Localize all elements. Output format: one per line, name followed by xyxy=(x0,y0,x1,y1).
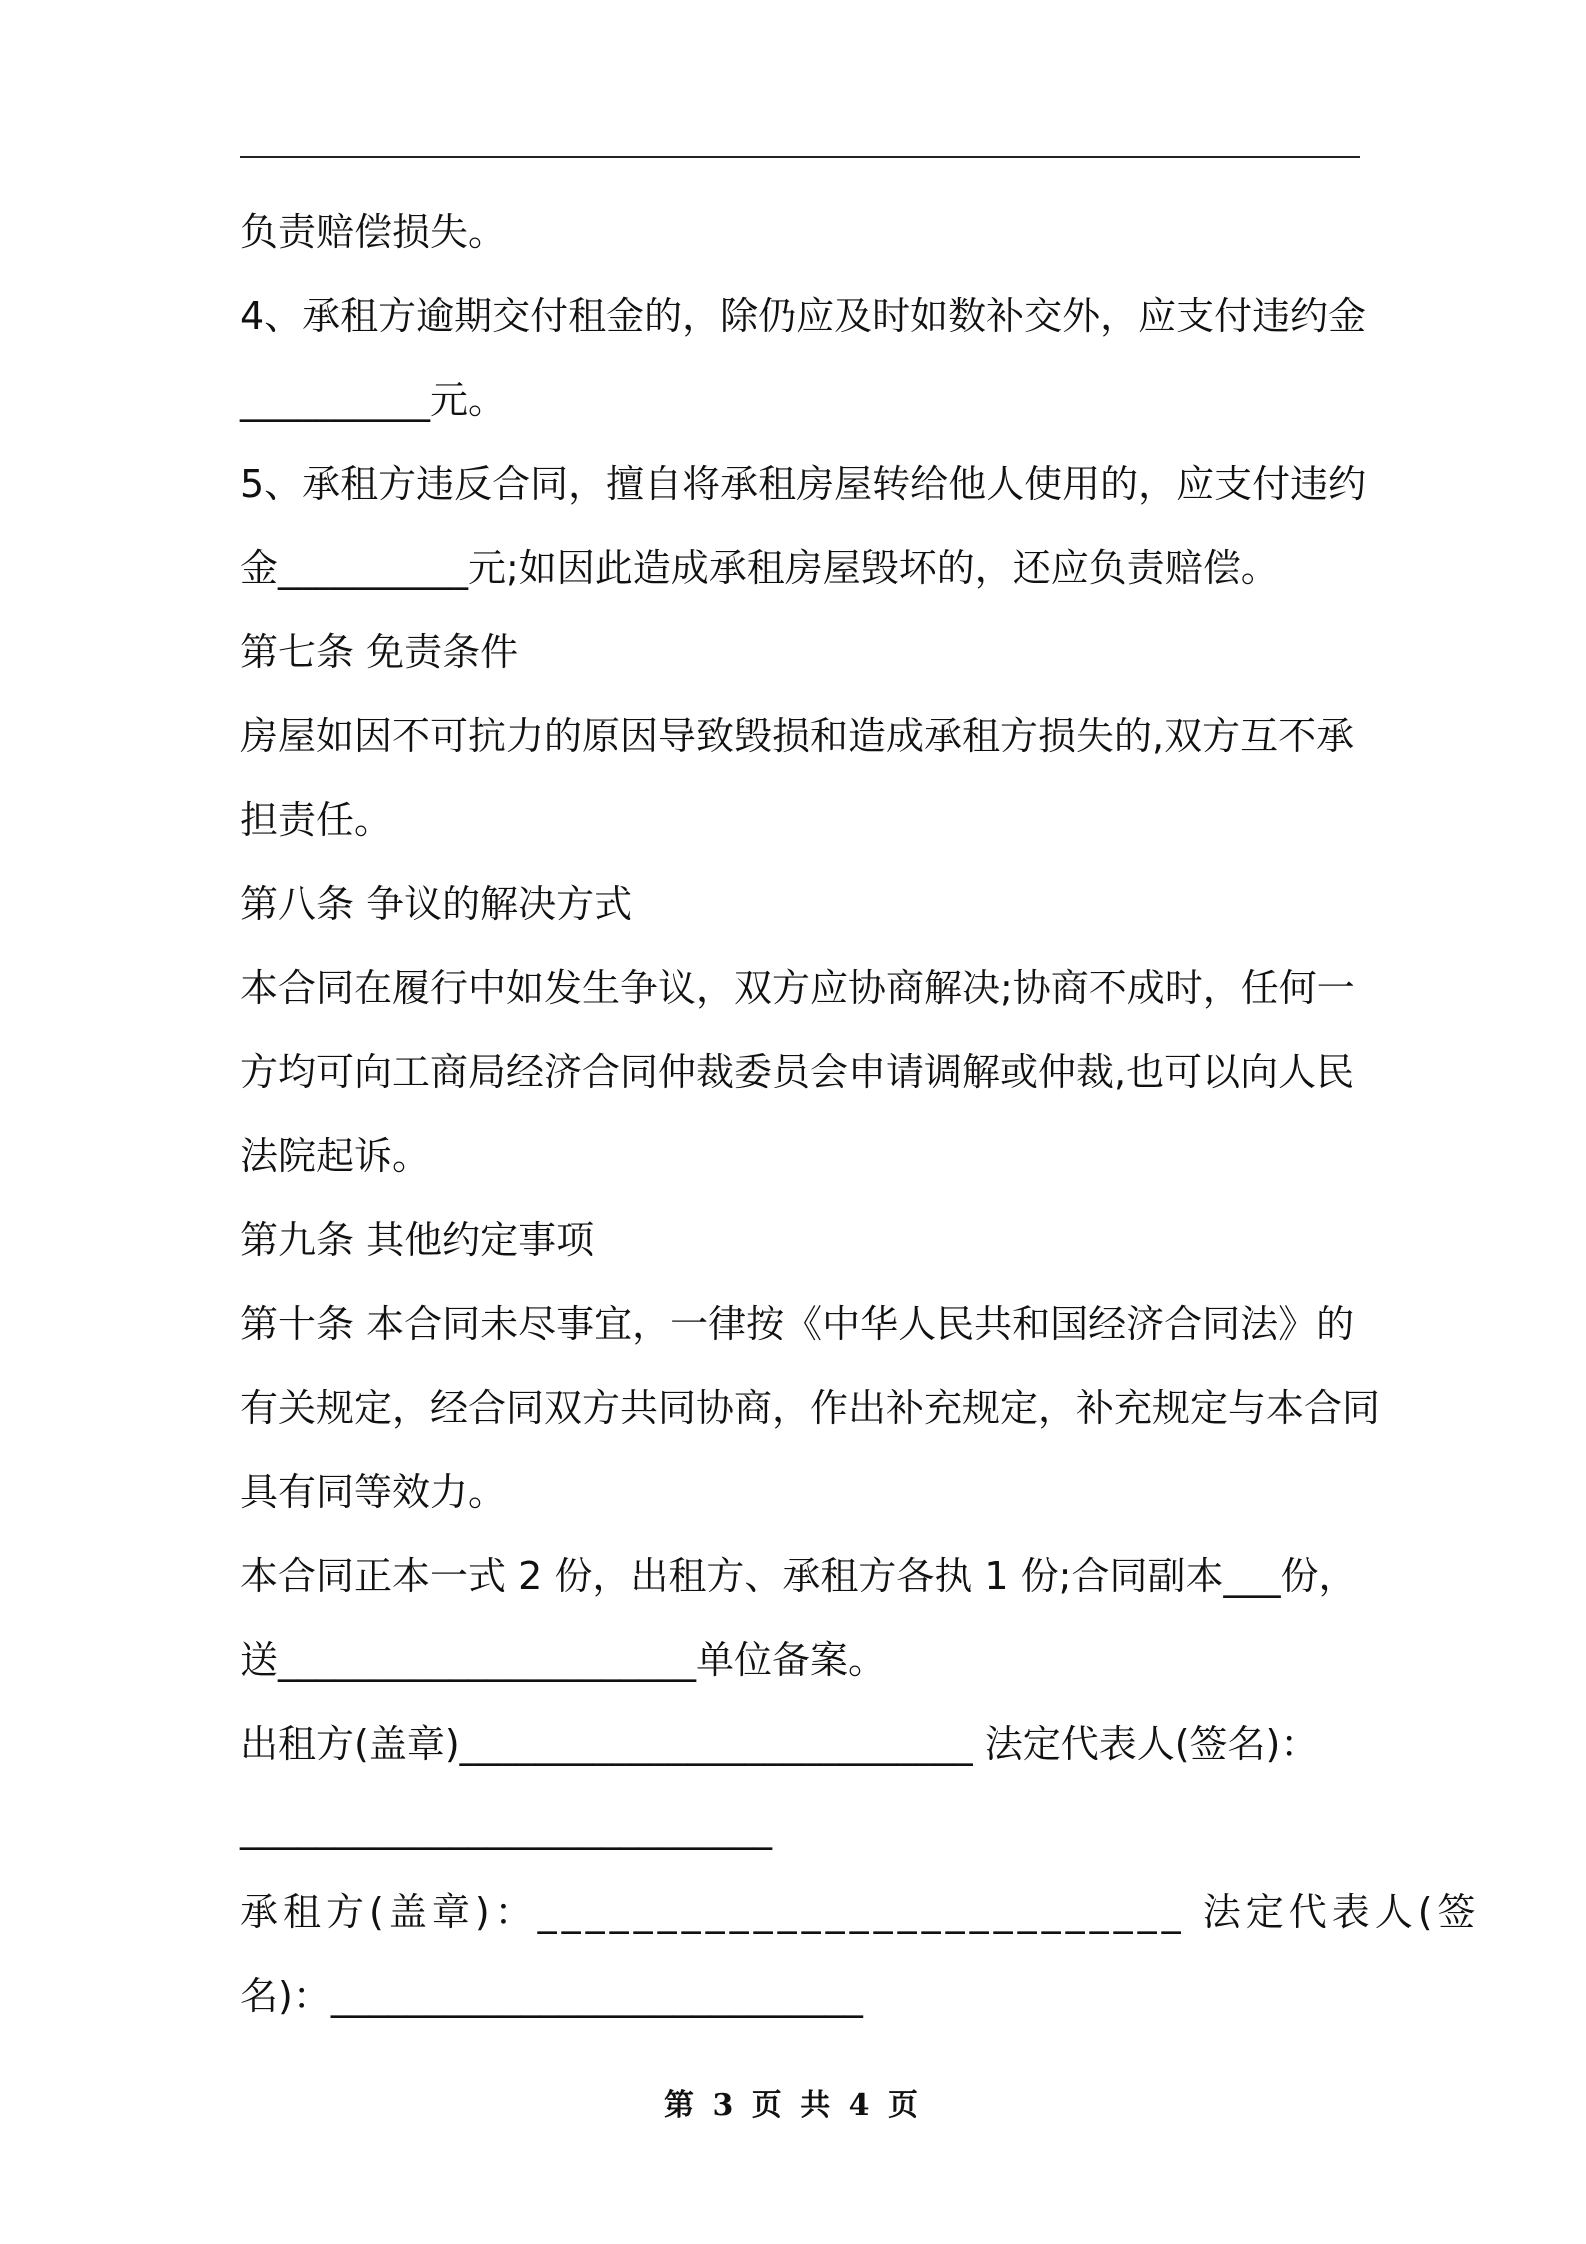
lessor-representative-signature-blank: ____________________________ xyxy=(240,1806,772,1850)
text-line-12: 法院起诉。 xyxy=(240,1134,431,1178)
section-heading-7: 第七条 免责条件 xyxy=(240,630,519,674)
text-line-15: 有关规定，经合同双方共同协商，作出补充规定，补充规定与本合同 xyxy=(240,1386,1381,1430)
section-heading-8: 第八条 争议的解决方式 xyxy=(240,882,633,926)
document-body xyxy=(240,190,1481,2038)
header-rule xyxy=(240,156,1360,158)
section-heading-10: 第十条 本合同未尽事宜，一律按《中华人民共和国经济合同法》的 xyxy=(240,1302,1355,1346)
text-line-3: __________元。 xyxy=(240,378,507,422)
text-line-4: 5、承租方违反合同，擅自将承租房屋转给他人使用的，应支付违约 xyxy=(240,462,1367,506)
text-line-2: 4、承租方逾期交付租金的，除仍应及时如数补交外，应支付违约金 xyxy=(240,294,1367,338)
text-line-5: 金__________元;如因此造成承租房屋毁坏的，还应负责赔偿。 xyxy=(240,546,1279,590)
text-line-17: 本合同正本一式 2 份，出租方、承租方各执 1 份;合同副本___份， xyxy=(240,1554,1357,1598)
page-number: 第 3 页 共 4 页 xyxy=(664,2088,922,2123)
text-line-16: 具有同等效力。 xyxy=(240,1470,507,1514)
lessee-representative-signature-line: 名)：____________________________ xyxy=(240,1974,863,2018)
text-line-8: 担责任。 xyxy=(240,798,393,842)
text-line-1: 负责赔偿损失。 xyxy=(240,210,507,254)
text-line-10: 本合同在履行中如发生争议，双方应协商解决;协商不成时，任何一 xyxy=(240,966,1355,1010)
text-line-11: 方均可向工商局经济合同仲裁委员会申请调解或仲裁,也可以向人民 xyxy=(240,1050,1355,1094)
text-line-7: 房屋如因不可抗力的原因导致毁损和造成承租方损失的,双方互不承 xyxy=(240,714,1355,758)
lessor-signature-line: 出租方(盖章)___________________________ 法定代表人(签名)： xyxy=(240,1722,1319,1766)
text-line-18: 送______________________单位备案。 xyxy=(240,1638,887,1682)
lessee-signature-line: 承租方(盖章)：___________________________ 法定代表人(签 xyxy=(240,1890,1481,1934)
section-heading-9: 第九条 其他约定事项 xyxy=(240,1218,595,1262)
